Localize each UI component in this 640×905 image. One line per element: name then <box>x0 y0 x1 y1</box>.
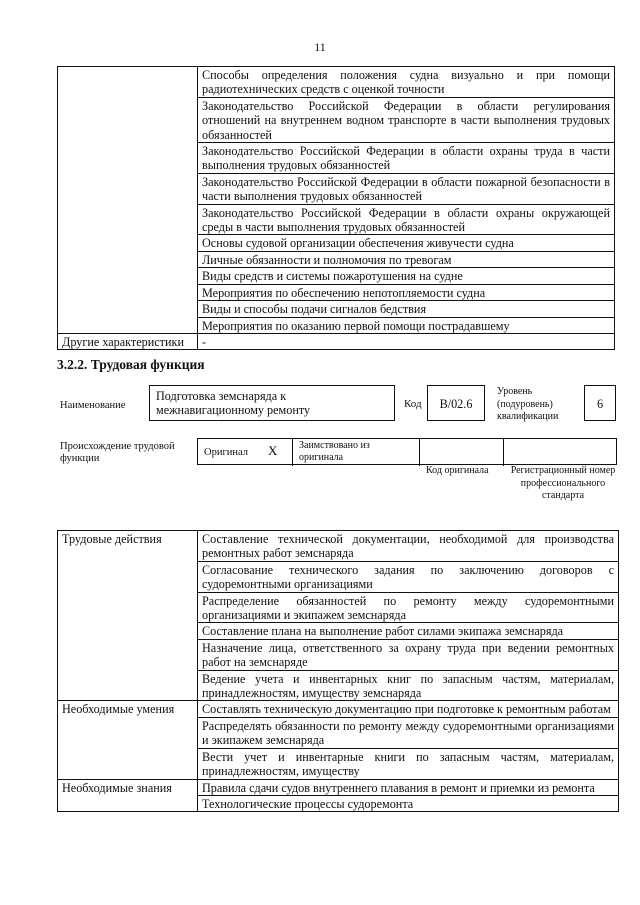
name-label: Наименование <box>60 400 126 411</box>
knowledge-table-continued <box>57 66 615 350</box>
labor-action-item: Согласование технического задания по заключению договоров с судоремонтными организациями <box>198 561 619 592</box>
code-original-label: Код оригинала <box>426 465 489 476</box>
section-title: 3.2.2. Трудовая функция <box>57 357 205 372</box>
knowledge-item: Основы судовой организации обеспечения живучести судна <box>198 235 615 251</box>
name-value: Подготовка земснаряда к межнавигационному ремонту <box>149 385 395 421</box>
knowledge-item: Виды и способы подачи сигналов бедствия <box>198 301 615 317</box>
reg-number-label: Регистрационный номер профессионального стандарта <box>510 465 616 501</box>
level-label: Уровень (подуровень) квалификации <box>497 386 559 422</box>
labor-action-item: Ведение учета и инвентарных книг по запасным частям, материалам, принадлежностям, имуществу земснаряда <box>198 670 619 701</box>
labor-action-item: Распределение обязанностей по ремонту между судоремонтными организациями и экипажем земснаряда <box>198 592 619 623</box>
knowledge-item: Мероприятия по оказанию первой помощи пострадавшему <box>198 317 615 333</box>
original-label: Оригинал <box>204 447 248 458</box>
labor-action-item: Составление технической документации, необходимой для производства ремонтных работ земснаряда <box>198 531 619 562</box>
group-label-labor-actions: Трудовые действия <box>58 531 198 701</box>
skill-item: Распределять обязанности по ремонту между судоремонтными организациями и экипажем земснаряда <box>198 717 619 748</box>
labor-function-table <box>57 530 619 812</box>
labor-action-item: Назначение лица, ответственного за охрану труда при ведении ремонтных работ на земснаряде <box>198 639 619 670</box>
knowledge-item: Способы определения положения судна визуально и при помощи радиотехнических средств с оценкой точности <box>198 67 615 98</box>
knowledge-item: Личные обязанности и полномочия по тревогам <box>198 251 615 267</box>
skill-item: Составлять техническую документацию при подготовке к ремонтным работам <box>198 701 619 717</box>
knowledge-item: Мероприятия по обеспечению непотопляемости судна <box>198 284 615 300</box>
origin-label: Происхождение трудовой функции <box>60 441 175 464</box>
borrowed-label: Заимствовано из оригинала <box>299 440 370 463</box>
knowledge-item: Законодательство Российской Федерации в области регулирования отношений на внутреннем водном транспорте в части выполнения трудовых обязанностей <box>198 97 615 142</box>
level-value: 6 <box>584 385 616 421</box>
origin-table <box>197 438 617 465</box>
knowledge-item: Правила сдачи судов внутреннего плавания в ремонт и приемки из ремонта <box>198 779 619 795</box>
empty-label-cell <box>58 67 198 334</box>
knowledge-item: Законодательство Российской Федерации в области пожарной безопасности в части выполнения трудовых обязанностей <box>198 173 615 204</box>
other-characteristics-value: - <box>198 333 615 349</box>
other-characteristics-label: Другие характеристики <box>58 333 198 349</box>
knowledge-item: Законодательство Российской Федерации в области охраны труда в части выполнения трудовых обязанностей <box>198 143 615 174</box>
labor-action-item: Составление плана на выполнение работ силами экипажа земснаряда <box>198 623 619 639</box>
original-mark: X <box>268 443 278 458</box>
knowledge-item: Законодательство Российской Федерации в области охраны окружающей среды в части выполнения трудовых обязанностей <box>198 204 615 235</box>
knowledge-item: Виды средств и системы пожаротушения на судне <box>198 268 615 284</box>
group-label-knowledge: Необходимые знания <box>58 779 198 812</box>
group-label-skills: Необходимые умения <box>58 701 198 779</box>
knowledge-item: Технологические процессы судоремонта <box>198 795 619 811</box>
skill-item: Вести учет и инвентарные книги по запасным частям, материалам, принадлежностям, имуществу <box>198 748 619 779</box>
code-value: B/02.6 <box>427 385 485 421</box>
page-number: 11 <box>314 40 326 54</box>
code-label: Код <box>404 398 422 410</box>
